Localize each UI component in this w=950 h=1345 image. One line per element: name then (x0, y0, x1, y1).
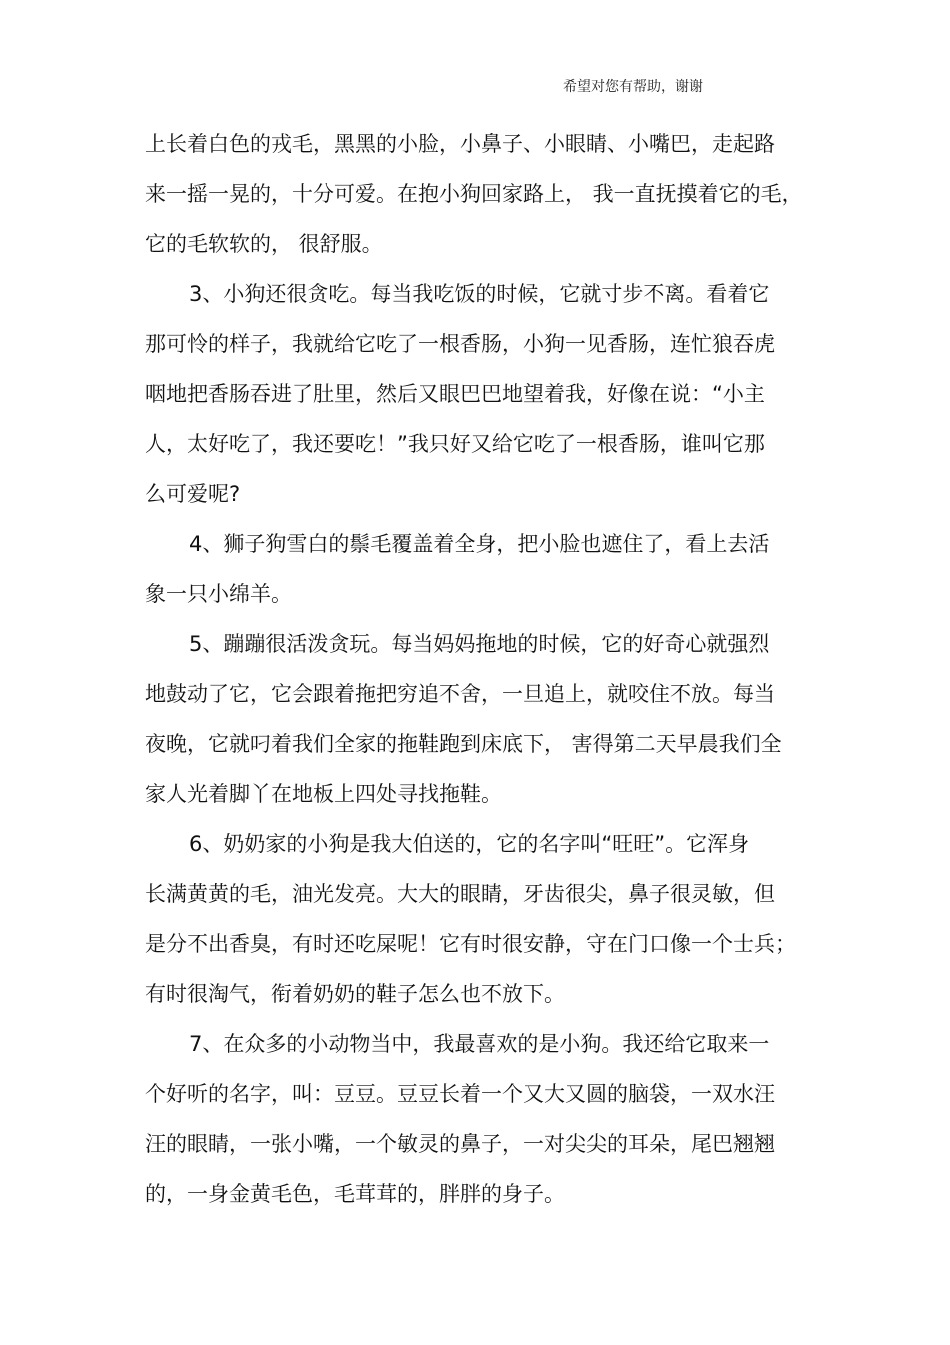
text-line: 有时很淘气，衔着奶奶的鞋子怎么也不放下。 (145, 982, 565, 1006)
text-line: 么可爱呢? (145, 482, 241, 506)
paragraph-6-first-line: 6、奶奶家的小狗是我大伯送的，它的名字叫“旺旺”。它浑身 (189, 832, 750, 856)
text-line: 象一只小绵羊。 (145, 582, 292, 606)
text-line: 咽地把香肠吞进了肚里，然后又眼巴巴地望着我，好像在说：“小主 (145, 382, 765, 406)
text-line: 长满黄黄的毛，油光发亮。大大的眼睛，牙齿很尖，鼻子很灵敏，但 (145, 882, 775, 906)
text-line: 个好听的名字，叫：豆豆。豆豆长着一个又大又圆的脑袋，一双水汪 (145, 1082, 775, 1106)
text-line: 地鼓动了它，它会跟着拖把穷追不舍，一旦追上，就咬住不放。每当 (145, 682, 775, 706)
text-line: 家人光着脚丫在地板上四处寻找拖鞋。 (145, 782, 502, 806)
paragraph-4-first-line: 4、狮子狗雪白的鬃毛覆盖着全身，把小脸也遮住了，看上去活 (189, 532, 770, 556)
text-line: 来一摇一晃的，十分可爱。在抱小狗回家路上， 我一直抚摸着它的毛， (145, 182, 803, 206)
text-line: 的，一身金黄毛色，毛茸茸的，胖胖的身子。 (145, 1182, 565, 1206)
text-line: 人，太好吃了，我还要吃！”我只好又给它吃了一根香肠，谁叫它那 (145, 432, 765, 456)
paragraph-5-first-line: 5、蹦蹦很活泼贪玩。每当妈妈拖地的时候，它的好奇心就强烈 (189, 632, 770, 656)
text-line: 是分不出香臭，有时还吃屎呢！它有时很安静，守在门口像一个士兵； (145, 932, 796, 956)
document-body (145, 119, 845, 1219)
paragraph-7-first-line: 7、在众多的小动物当中，我最喜欢的是小狗。我还给它取来一 (189, 1032, 770, 1056)
header-note: 希望对您有帮助，谢谢 (563, 79, 703, 95)
text-line: 那可怜的样子，我就给它吃了一根香肠，小狗一见香肠，连忙狼吞虎 (145, 332, 775, 356)
text-line: 夜晚，它就叼着我们全家的拖鞋跑到床底下， 害得第二天早晨我们全 (145, 732, 782, 756)
text-line: 汪的眼睛，一张小嘴，一个敏灵的鼻子，一对尖尖的耳朵，尾巴翘翘 (145, 1132, 775, 1156)
text-line: 上长着白色的戎毛，黑黑的小脸，小鼻子、小眼睛、小嘴巴，走起路 (145, 132, 775, 156)
paragraph-3-first-line: 3、小狗还很贪吃。每当我吃饭的时候，它就寸步不离。看着它 (189, 282, 770, 306)
text-line: 它的毛软软的， 很舒服。 (145, 232, 383, 256)
